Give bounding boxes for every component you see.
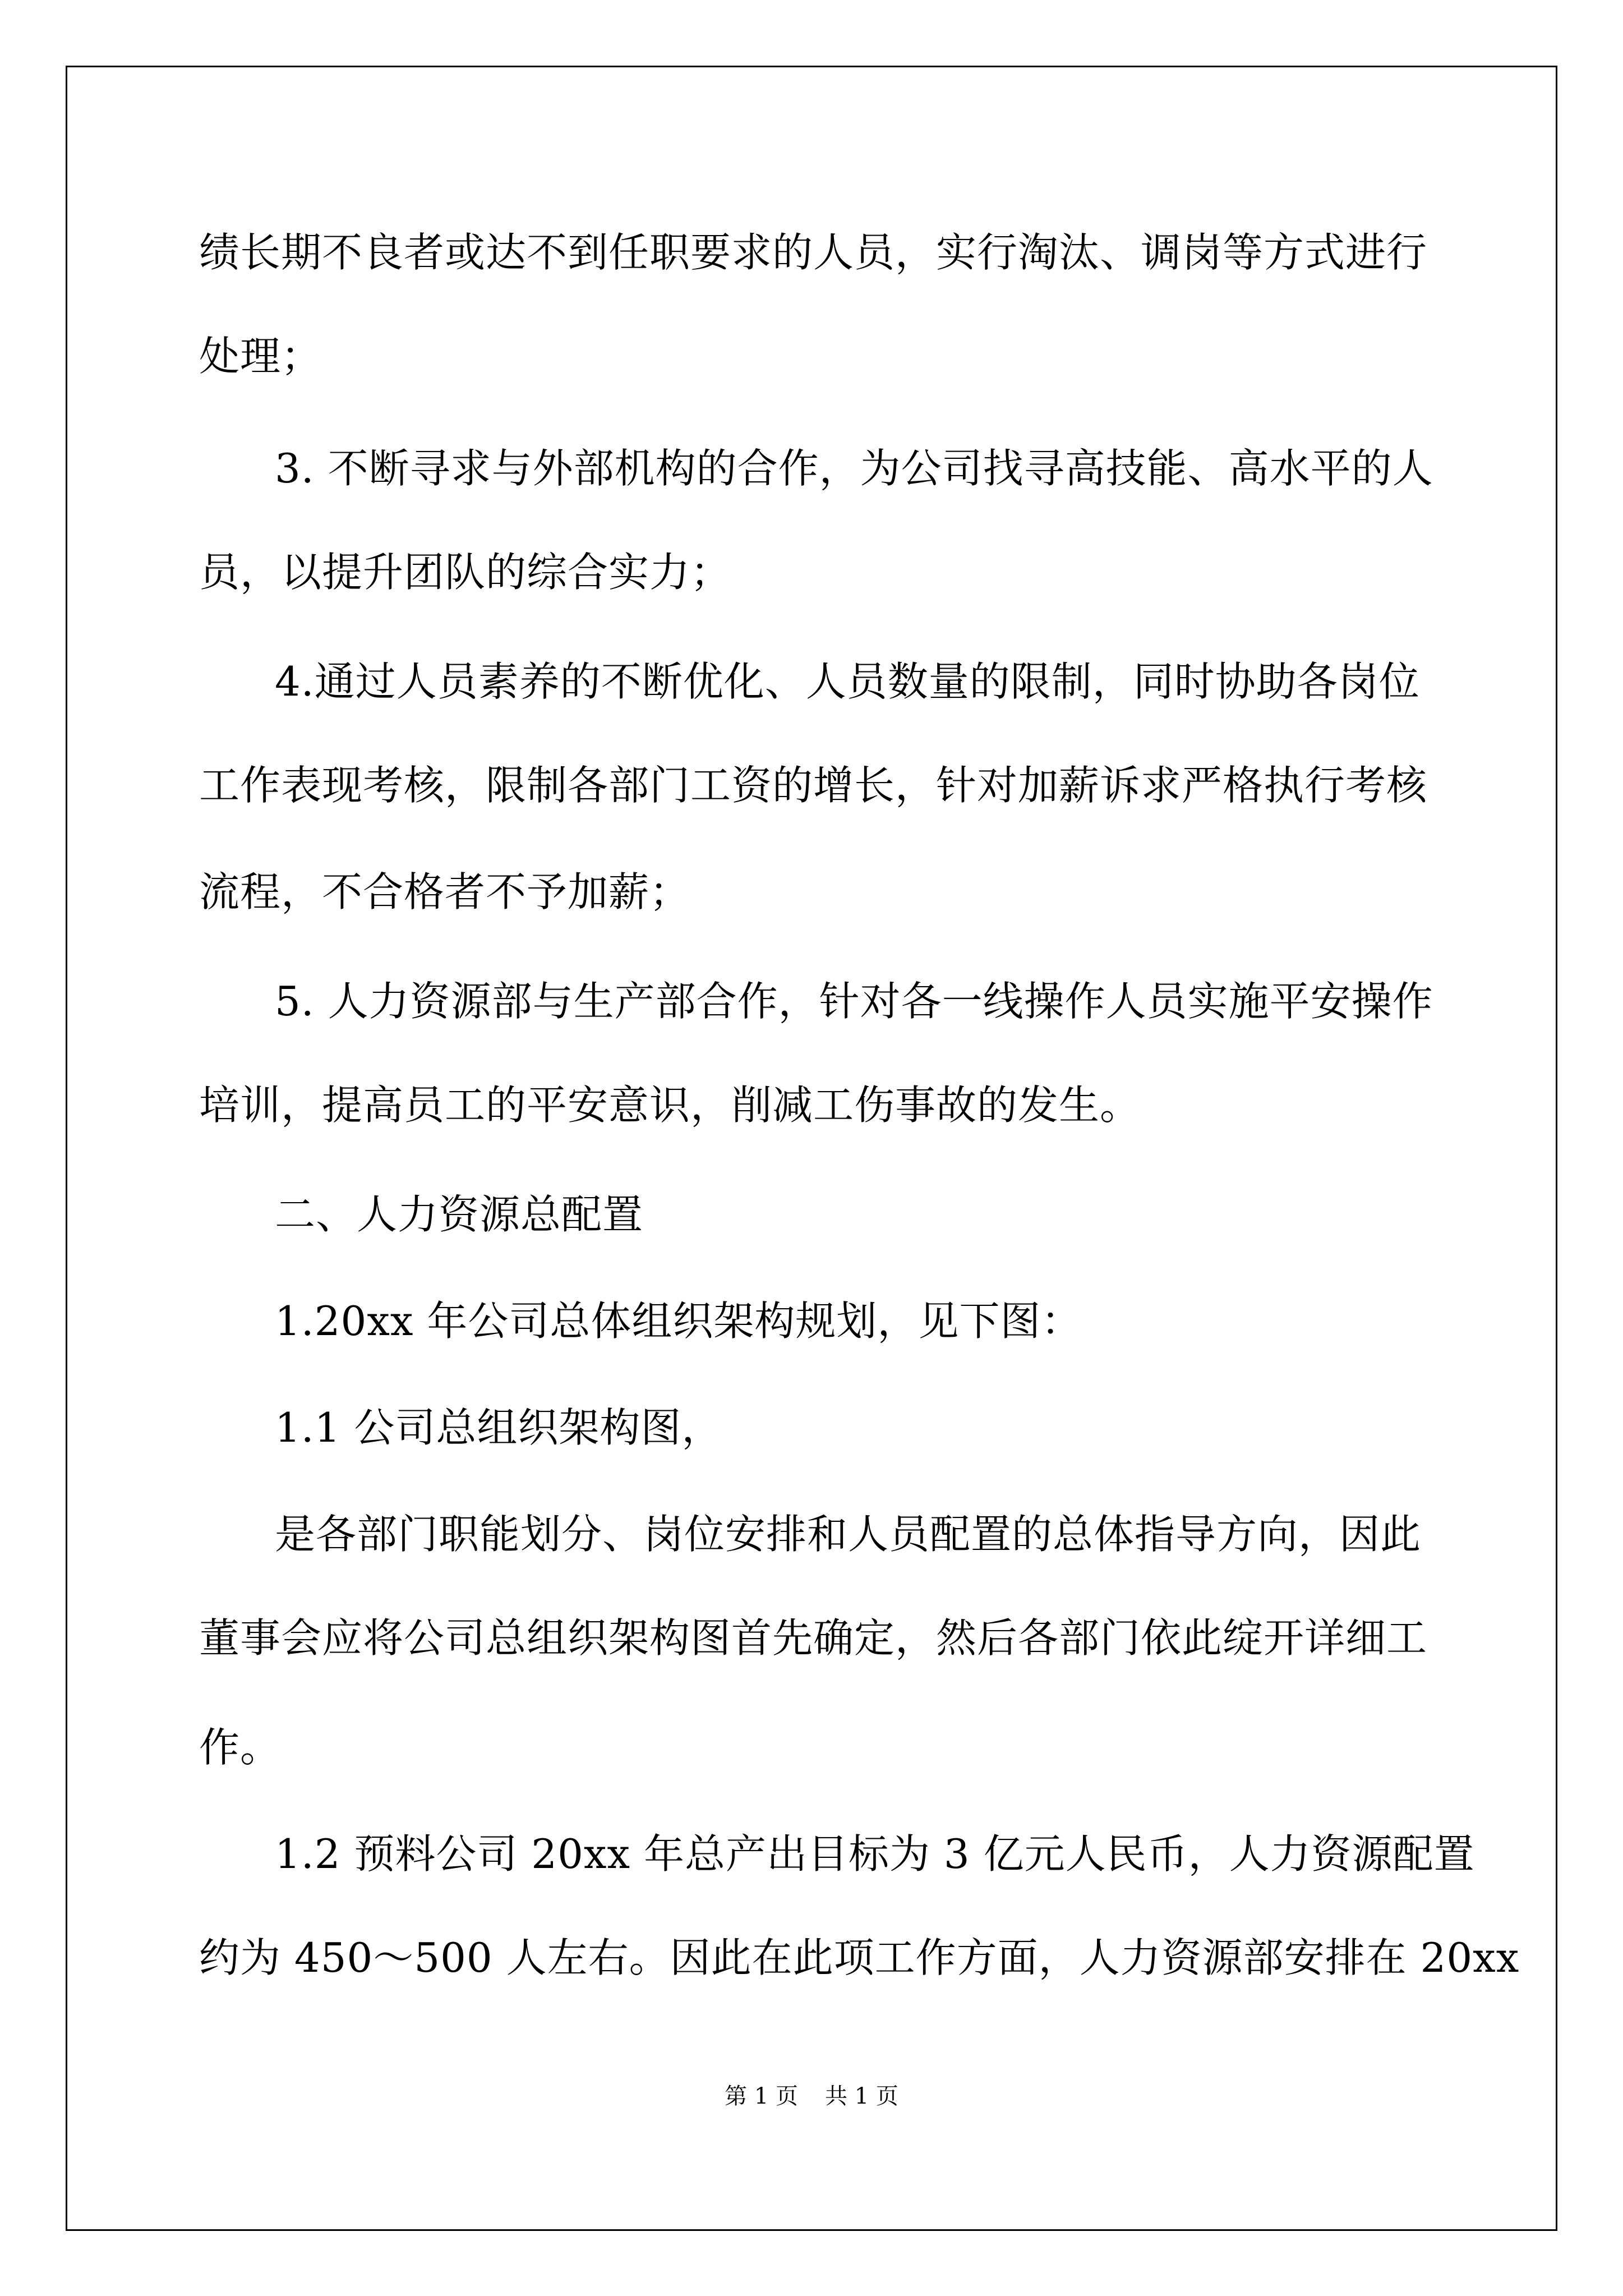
paragraph-line: 处理； bbox=[199, 333, 322, 380]
paragraph-line: 1.1 公司总组织架构图， bbox=[275, 1404, 723, 1451]
paragraph-line: 约为 450～500 人左右。因此在此项工作方面，人力资源部安排在 20xx bbox=[199, 1934, 1520, 1981]
section-heading: 二、人力资源总配置 bbox=[275, 1191, 644, 1238]
page-footer bbox=[0, 2082, 1623, 2110]
paragraph-line: 绩长期不良者或达不到任职要求的人员，实行淘汰、调岗等方式进行 bbox=[199, 229, 1428, 276]
paragraph-line: 作。 bbox=[199, 1724, 282, 1771]
page-total: 共 1 页 bbox=[825, 2083, 898, 2109]
paragraph-line: 董事会应将公司总组织架构图首先确定，然后各部门依此绽开详细工 bbox=[199, 1614, 1428, 1662]
paragraph-line: 3. 不断寻求与外部机构的合作，为公司找寻高技能、高水平的人 bbox=[275, 445, 1433, 492]
page-border bbox=[66, 66, 1557, 2231]
paragraph-line: 5. 人力资源部与生产部合作，针对各一线操作人员实施平安操作 bbox=[275, 978, 1433, 1025]
paragraph-line: 流程，不合格者不予加薪； bbox=[199, 868, 691, 915]
paragraph-line: 1.2 预料公司 20xx 年总产出目标为 3 亿元人民币，人力资源配置 bbox=[275, 1830, 1475, 1878]
paragraph-line: 4.通过人员素养的不断优化、人员数量的限制，同时协助各岗位 bbox=[275, 658, 1420, 705]
paragraph-line: 是各部门职能划分、岗位安排和人员配置的总体指导方向，因此 bbox=[275, 1511, 1422, 1558]
page-number: 第 1 页 bbox=[725, 2083, 798, 2109]
paragraph-line: 1.20xx 年公司总体组织架构规划，见下图： bbox=[275, 1297, 1082, 1345]
paragraph-line: 培训，提高员工的平安意识，削减工伤事故的发生。 bbox=[199, 1082, 1141, 1129]
paragraph-line: 工作表现考核，限制各部门工资的增长，针对加薪诉求严格执行考核 bbox=[199, 762, 1428, 809]
paragraph-line: 员，以提升团队的综合实力； bbox=[199, 549, 732, 596]
